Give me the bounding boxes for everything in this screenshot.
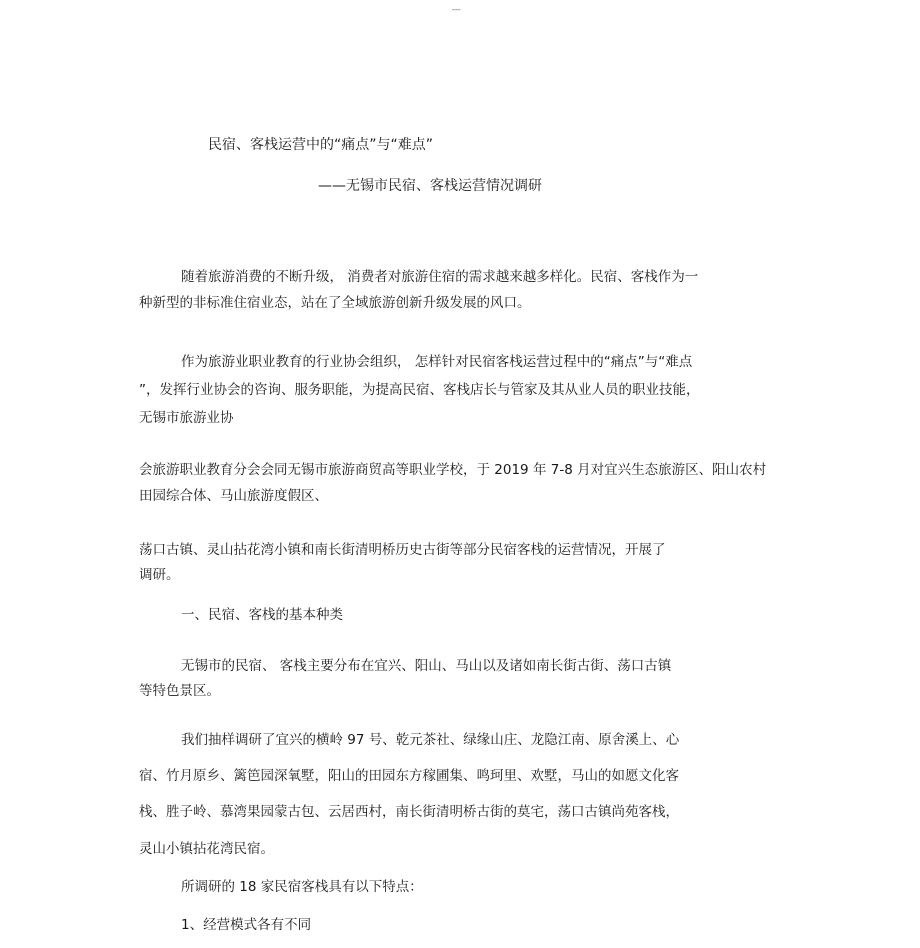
paragraph-line: 作为旅游业职业教育的行业协会组织， 怎样针对民宿客栈运营过程中的“痛点”与“难点 bbox=[181, 354, 693, 370]
paragraph-line: 栈、胜子岭、慕湾果园蒙古包、云居西村，南长街清明桥古街的莫宅，荡口古镇尚苑客栈， bbox=[139, 804, 679, 820]
document-title: 民宿、客栈运营中的“痛点”与“难点” bbox=[208, 137, 434, 153]
document-subtitle: ——无锡市民宿、客栈运营情况调研 bbox=[318, 178, 542, 194]
paragraph-line: 会旅游职业教育分会会同无锡市旅游商贸高等职业学校，于 2019 年 7-8 月对宜兴生态旅游区、阳山农村 bbox=[139, 462, 767, 478]
paragraph-line: ”，发挥行业协会的咨询、服务职能，为提高民宿、客栈店长与管家及其从业人员的职业技能， bbox=[139, 382, 700, 398]
paragraph-line: 无锡市旅游业协 bbox=[139, 410, 234, 426]
paragraph-line: 灵山小镇拈花湾民宿。 bbox=[139, 841, 274, 857]
paragraph-line: 等特色景区。 bbox=[139, 683, 220, 699]
paragraph-line: 所调研的 18 家民宿客栈具有以下特点： bbox=[181, 879, 423, 895]
paragraph-line: 荡口古镇、灵山拈花湾小镇和南长街清明桥历史古街等部分民宿客栈的运营情况，开展了 bbox=[139, 542, 666, 558]
subsection-heading: 1、经营模式各有不同 bbox=[181, 917, 312, 933]
paragraph-line: 宿、竹月原乡、篱笆园深氧墅，阳山的田园东方稼圃集、鸣珂里、欢墅，马山的如愿文化客 bbox=[139, 768, 679, 784]
page-header-mark: --- bbox=[452, 5, 461, 14]
paragraph-line: 随着旅游消费的不断升级， 消费者对旅游住宿的需求越来越多样化。民宿、客栈作为一 bbox=[181, 269, 699, 285]
paragraph-line: 调研。 bbox=[139, 567, 180, 583]
paragraph-line: 我们抽样调研了宜兴的横岭 97 号、乾元茶社、绿缘山庄、龙隐江南、原舍溪上、心 bbox=[181, 732, 680, 748]
paragraph-line: 田园综合体、马山旅游度假区、 bbox=[139, 488, 328, 504]
paragraph-line: 无锡市的民宿、 客栈主要分布在宜兴、阳山、马山以及诸如南长街古街、荡口古镇 bbox=[181, 658, 672, 674]
paragraph-line: 种新型的非标准住宿业态，站在了全域旅游创新升级发展的风口。 bbox=[139, 295, 531, 311]
section-heading: 一、民宿、客栈的基本种类 bbox=[181, 607, 343, 623]
